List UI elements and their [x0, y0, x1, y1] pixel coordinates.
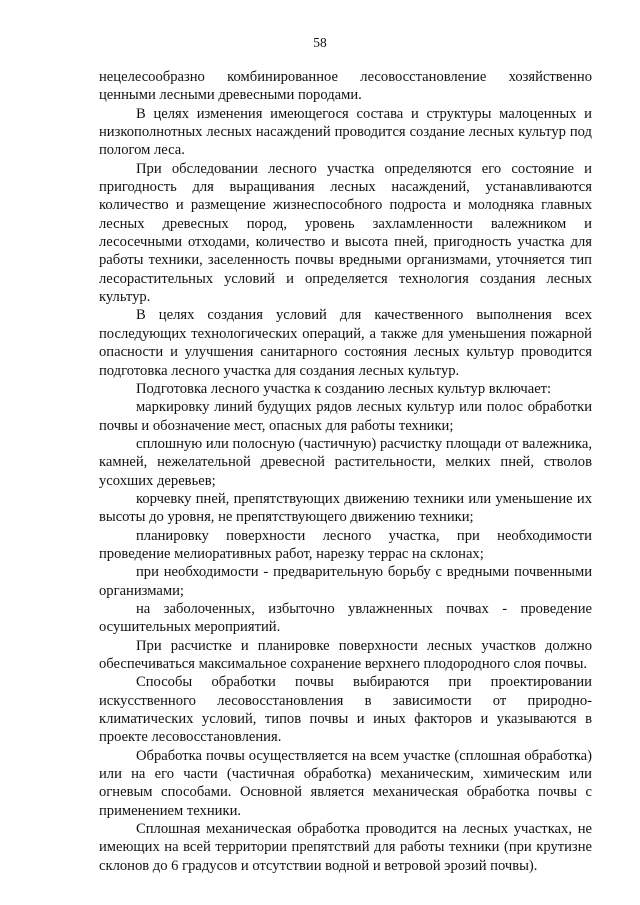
paragraph: Сплошная механическая обработка проводится на лесных участках, не имеющих на всей территории препятствий для работы техники (при крутизне склонов до 6 градусов и отсутствии водной и ветровой эрозий почвы). [99, 821, 592, 874]
list-item: на заболоченных, избыточно увлажненных почвах - проведение осушительных мероприятий. [99, 600, 592, 636]
list-item: маркировку линий будущих рядов лесных культур или полос обработки почвы и обозначение мест, опасных для работы техники; [99, 399, 592, 434]
list-item: корчевку пней, препятствующих движению техники или уменьшение их высоты до уровня, не препятствующего движению техники; [99, 490, 592, 526]
paragraph-continuation: нецелесообразно комбинированное лесовосстановление хозяйственно ценными лесными древесными породами. [99, 69, 592, 104]
paragraph: При расчистке и планировке поверхности лесных участков должно обеспечиваться максимальное сохранение верхнего плодородного слоя почвы. [99, 637, 592, 672]
paragraph: Способы обработки почвы выбираются при проектировании искусственного лесовосстановления в зависимости от природно-климатических условий, типов почвы и иных факторов и указываются в проекте лесовосстановления. [99, 674, 592, 746]
paragraph: В целях создания условий для качественного выполнения всех последующих технологических операций, а также для уменьшения пожарной опасности и улучшения санитарного состояния лесных культур проводится подготовка лесного участка для создания лесных культур. [99, 307, 592, 379]
document-body [99, 68, 592, 875]
paragraph: Обработка почвы осуществляется на всем участке (сплошная обработка) или на его части (частичная обработка) механическим, химическим или огневым способами. Основной является механическая обработка почвы с применением техники. [99, 747, 592, 819]
list-intro: Подготовка лесного участка к созданию лесных культур включает: [136, 380, 552, 397]
paragraph: При обследовании лесного участка определяются его состояние и пригодность для выращивания лесных насаждений, устанавливаются количество и размещение жизнеспособного подроста и молодняка главных лесных древесных пород, уровень захламленности валежником и лесосечными отходами, количество и высота пней, пригодность участка для работы техники, заселенность почвы вредными организмами, уточняется тип лесорастительных условий и определяется технология создания лесных культур. [99, 160, 592, 306]
list-item: при необходимости - предварительную борьбу с вредными почвенными организмами; [99, 564, 592, 599]
page-number: 58 [313, 35, 327, 50]
list-item: планировку поверхности лесного участка, при необходимости проведение мелиоративных работ, нарезку террас на склонах; [99, 527, 592, 562]
paragraph: В целях изменения имеющегося состава и структуры малоценных и низкополнотных лесных насаждений проводится создание лесных культур под пологом леса. [99, 105, 592, 159]
list-item: сплошную или полосную (частичную) расчистку площади от валежника, камней, нежелательной древесной растительности, мелких пней, стволов усохших деревьев; [99, 435, 592, 489]
